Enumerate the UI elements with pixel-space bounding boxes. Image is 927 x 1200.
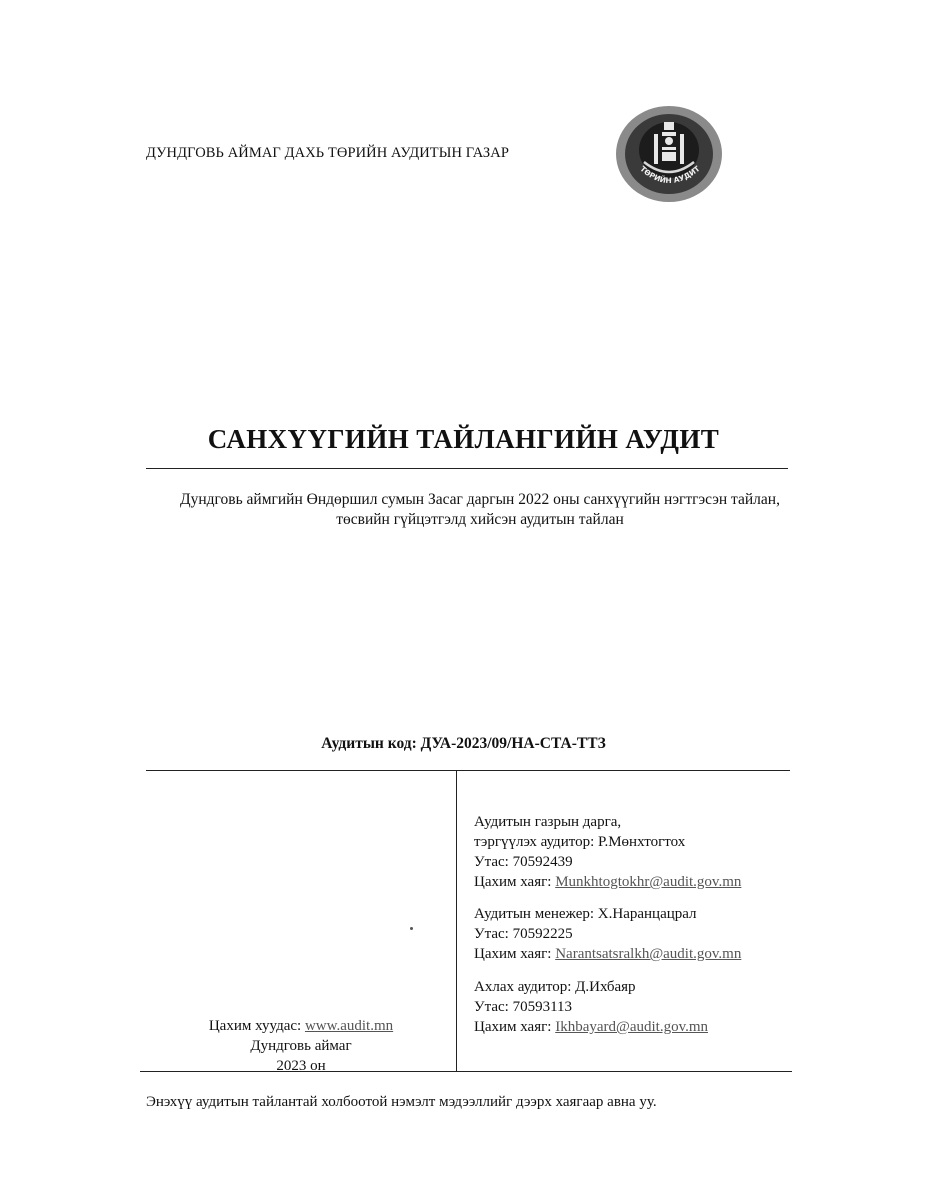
website-link[interactable]: www.audit.mn — [304, 1018, 394, 1034]
publisher-info — [146, 1016, 456, 1076]
senior-name: Д.Ихбаяр — [575, 979, 636, 995]
subtitle-line-2: төсвийн гүйцэтгэлд хийсэн аудитын тайлан — [336, 511, 624, 528]
manager-email-link[interactable]: Narantsatsralkh@audit.gov.mn — [555, 946, 742, 962]
head-role-label: тэргүүлэх аудитор: — [474, 834, 595, 850]
manager-role-label: Аудитын менежер: — [474, 906, 595, 922]
audit-code: Аудитын код: ДУА-2023/09/НА-СТА-ТТЗ — [321, 735, 606, 752]
footer-note: Энэхүү аудитын тайлантай холбоотой нэмэлт мэдээллийг дээрх хаягаар авна уу. — [146, 1094, 657, 1110]
website-label: Цахим хуудас: — [208, 1018, 302, 1034]
year: 2023 он — [276, 1058, 326, 1074]
scan-speck — [410, 927, 413, 930]
contact-table-top-rule — [146, 770, 790, 771]
organization-name: ДУНДГОВЬ АЙМАГ ДАХЬ ТӨРИЙН АУДИТЫН ГАЗАР — [146, 145, 510, 161]
place: Дундговь аймаг — [250, 1038, 352, 1054]
manager-phone: Утас: 70592225 — [474, 926, 573, 942]
senior-role-label: Ахлах аудитор: — [474, 979, 572, 995]
senior-auditor-contact — [474, 977, 708, 1037]
document-title: САНХҮҮГИЙН ТАЙЛАНГИЙН АУДИТ — [207, 424, 720, 454]
manager-email-label: Цахим хаяг: — [474, 946, 552, 962]
subtitle-line-1: Дундговь аймгийн Өндөршил сумын Засаг даргын 2022 оны санхүүгийн нэгтгэсэн тайлан, — [180, 491, 780, 508]
manager-name: Х.Наранцацрал — [597, 906, 697, 922]
contact-table-divider — [456, 770, 457, 1072]
head-email-link[interactable]: Munkhtogtokhr@audit.gov.mn — [555, 874, 742, 890]
title-underline — [146, 468, 788, 469]
senior-email-label: Цахим хаяг: — [474, 1019, 552, 1035]
state-audit-seal-logo — [614, 104, 724, 204]
senior-email-link[interactable]: Ikhbayard@audit.gov.mn — [555, 1019, 709, 1035]
head-email-label: Цахим хаяг: — [474, 874, 552, 890]
senior-phone: Утас: 70593113 — [474, 999, 573, 1015]
document-subtitle — [120, 490, 840, 530]
head-auditor-contact — [474, 812, 741, 892]
head-title: Аудитын газрын дарга, — [474, 814, 622, 830]
manager-contact — [474, 904, 741, 964]
head-name: Р.Мөнхтогтох — [598, 834, 686, 850]
seal-text: ТӨРИЙН АУДИТ — [638, 164, 702, 186]
head-phone: Утас: 70592439 — [474, 854, 573, 870]
